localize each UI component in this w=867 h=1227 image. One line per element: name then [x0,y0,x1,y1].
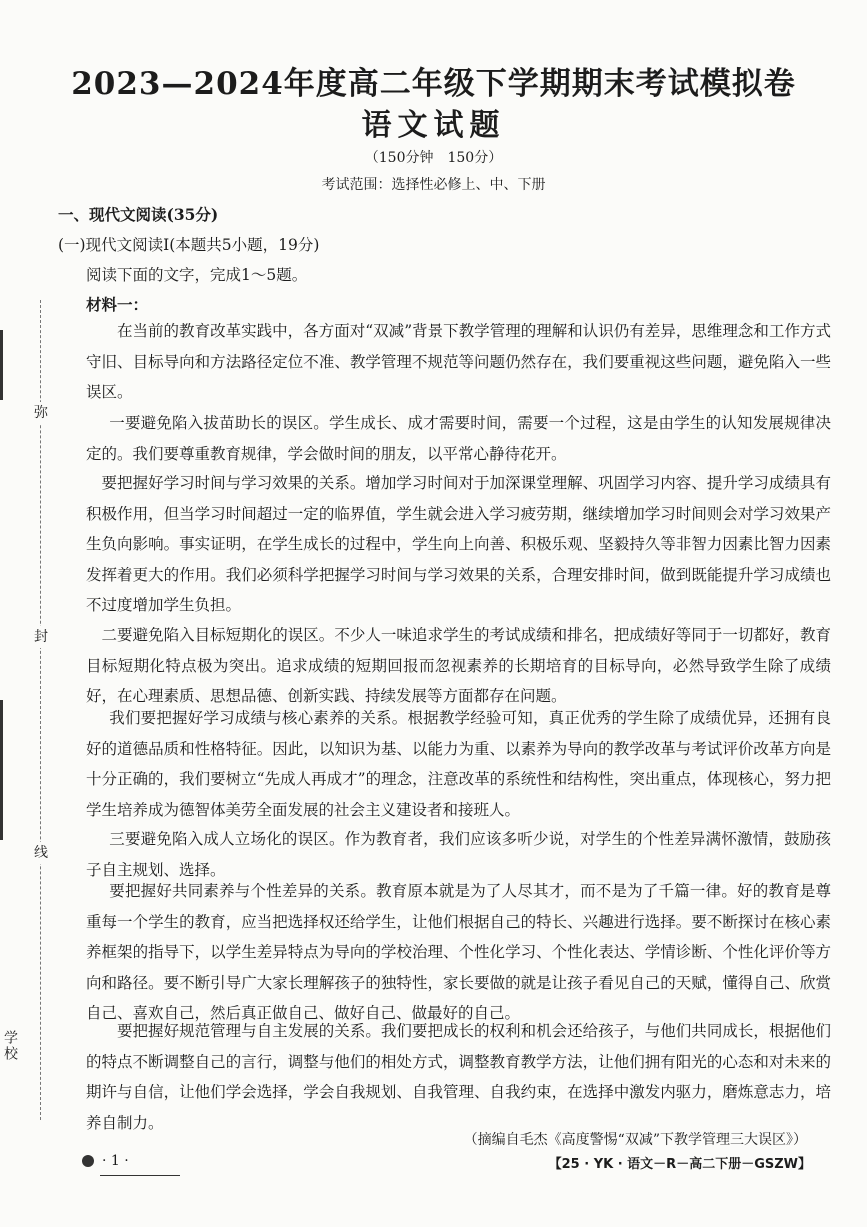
paragraph: 我们要把握好学习成绩与核心素养的关系。根据教学经验可知，真正优秀的学生除了成绩优异，还拥有良好的道德品质和性格特征。因此，以知识为基、以能力为重、以素养为导向的教学改革与考试评价改革方向是十分正确的，我们要树立“先成人再成才”的理念，注意改革的系统性和结构性，突出重点，体现核心，努力把学生培养成为德智体美劳全面发展的社会主义建设者和接班人。 [86,709,831,819]
subsection-heading: (一)现代文阅读Ⅰ(本题共5小题，19分) [58,236,320,254]
exam-scope: 考试范围：选择性必修上、中、下册 [321,177,546,193]
source-citation: （摘编自毛杰《高度警惕“双减”下教学管理三大误区》） [463,1132,807,1148]
instruction-text: 阅读下面的文字，完成1～5题。 [86,266,308,284]
paragraph: 在当前的教育改革实践中，各方面对“双减”背景下教学管理的理解和认识仍有差异，思维理念和工作方式守旧、目标导向和方法路径定位不准、教学管理不规范等问题仍然存在，我们要重视这些问题，避免陷入一些误区。 [86,322,831,401]
paragraph: 要把握好学习时间与学习效果的关系。增加学习时间对于加深课堂理解、巩固学习内容、提升学习成绩具有积极作用，但当学习时间超过一定的临界值，学生就会进入学习疲劳期，继续增加学习时间则会对学习效果产生负向影响。事实证明，在学生成长的过程中，学生向上向善、积极乐观、坚毅持久等非智力因素比智力因素发挥着更大的作用。我们必须科学把握学习时间与学习效果的关系，合理安排时间，做到既能提升学习成绩也不过度增加学生负担。 [86,474,831,614]
page-number: · 1 · [102,1153,129,1169]
binding-bar [0,330,3,400]
footer-code: 【25 · YK · 语文－R－高二下册－GSZW】 [548,1157,811,1172]
binding-char-feng: 封 [30,626,52,648]
material-label: 材料一： [86,295,149,314]
exam-subject: 语文试题 [361,108,506,143]
exam-time: （150分钟 150分） [364,150,503,166]
paragraph: 三要避免陷入成人立场化的误区。作为教育者，我们应该多听少说，对学生的个性差异满怀激情，鼓励孩子自主规划、选择。 [86,830,831,879]
binding-char-mi: 弥 [30,402,52,424]
exam-title: 2023—2024年度高二年级下学期期末考试模拟卷 [71,66,796,102]
sun-icon [82,1155,94,1167]
paragraph: 二要避免陷入目标短期化的误区。不少人一味追求学生的考试成绩和排名，把成绩好等同于一切都好，教育目标短期化特点极为突出。追求成绩的短期回报而忽视素养的长期培育的目标导向，必然导致学生除了成绩好，在心理素质、思想品德、创新实践、持续发展等方面都存在问题。 [86,626,831,705]
binding-bar [0,700,3,840]
paragraph: 要把握好共同素养与个性差异的关系。教育原本就是为了人尽其才，而不是为了千篇一律。好的教育是尊重每一个学生的教育，应当把选择权还给学生，让他们根据自己的特长、兴趣进行选择。要不断探讨在核心素养框架的指导下，以学生差异特点为导向的学校治理、个性化学习、个性化表达、学情诊断、个性化评价等方向和路径。要不断引导广大家长理解孩子的独特性，家长要做的就是让孩子看见自己的天赋，懂得自己、欣赏自己、喜欢自己，然后真正做自己、做好自己、做最好的自己。 [86,882,831,1022]
section-heading: 一、现代文阅读(35分) [58,205,219,224]
footer-rule [100,1175,180,1176]
paragraph: 要把握好规范管理与自主发展的关系。我们要把成长的权利和机会还给孩子，与他们共同成长，根据他们的特点不断调整自己的言行，调整与他们的相处方式，调整教育教学方法，让他们拥有阳光的心态和对未来的期许与自信，让他们学会选择，学会自我规划、自我管理、自我约束，在选择中激发内驱力，磨炼意志力，培养自制力。 [86,1022,831,1132]
footer-page [82,1153,129,1169]
binding-char-xian: 线 [30,842,52,864]
paragraph: 一要避免陷入拔苗助长的误区。学生成长、成才需要时间，需要一个过程，这是由学生的认知发展规律决定的。我们要尊重教育规律，学会做时间的朋友，以平常心静待花开。 [86,414,831,463]
binding-school-label: 学校 [2,1030,18,1062]
